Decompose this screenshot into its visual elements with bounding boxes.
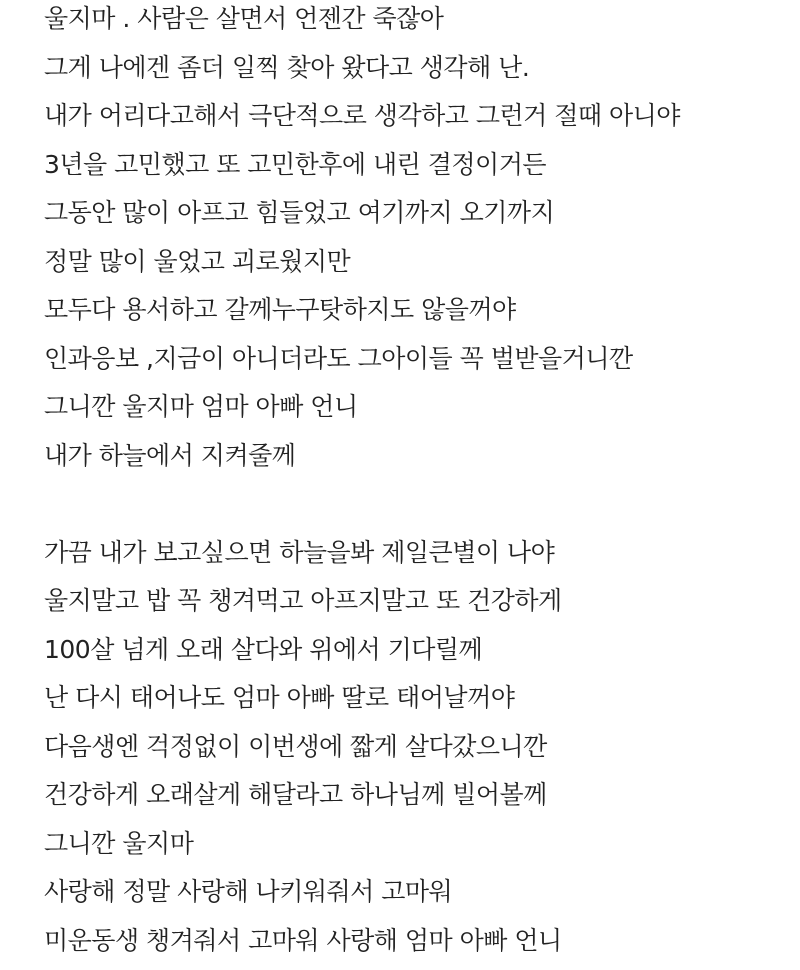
text-line: 사랑해 정말 사랑해 나키워줘서 고마워 — [44, 877, 453, 906]
text-line: 정말 많이 울었고 괴로웠지만 — [44, 246, 351, 276]
text-line: 내가 어리다고해서 극단적으로 생각하고 그런거 절때 아니야 — [44, 101, 680, 130]
text-line: 그동안 많이 아프고 힘들었고 여기까지 오기까지 — [44, 198, 555, 227]
text-line: 100살 넘게 오래 살다와 위에서 기다릴께 — [44, 634, 483, 664]
text-line: 모두다 용서하고 갈께누구탓하지도 않을꺼야 — [44, 295, 516, 324]
text-line: 가끔 내가 보고싶으면 하늘을봐 제일큰별이 나야 — [44, 537, 555, 567]
paragraph-1 — [44, 0, 784, 485]
text-line: 그니깐 울지마 엄마 아빠 언니 — [44, 392, 358, 421]
text-line: 내가 하늘에서 지켜줄께 — [44, 440, 296, 470]
text-line: 그니깐 울지마 — [44, 828, 194, 858]
text-line: 울지말고 밥 꼭 챙겨먹고 아프지말고 또 건강하게 — [44, 586, 562, 615]
text-line: 그게 나에겐 좀더 일찍 찾아 왔다고 생각해 난. — [44, 52, 530, 82]
text-line: 3년을 고민했고 또 고민한후에 내린 결정이거든 — [44, 149, 546, 179]
text-line: 인과응보 ,지금이 아니더라도 그아이들 꼭 벌받을거니깐 — [44, 343, 633, 373]
text-line: 난 다시 태어나도 엄마 아빠 딸로 태어날꺼야 — [44, 683, 515, 712]
letter-text — [44, 0, 784, 970]
paragraph-2 — [44, 534, 784, 970]
text-line: 미운동생 챙겨줘서 고마워 사랑해 엄마 아빠 언니 — [44, 925, 562, 955]
text-line: 울지마 . 사람은 살면서 언젠간 죽잖아 — [44, 4, 444, 33]
text-line: 건강하게 오래살게 해달라고 하나님께 빌어볼께 — [44, 780, 547, 809]
paragraph-spacer — [44, 485, 784, 534]
text-line: 다음생엔 걱정없이 이번생에 짧게 살다갔으니깐 — [44, 731, 547, 761]
